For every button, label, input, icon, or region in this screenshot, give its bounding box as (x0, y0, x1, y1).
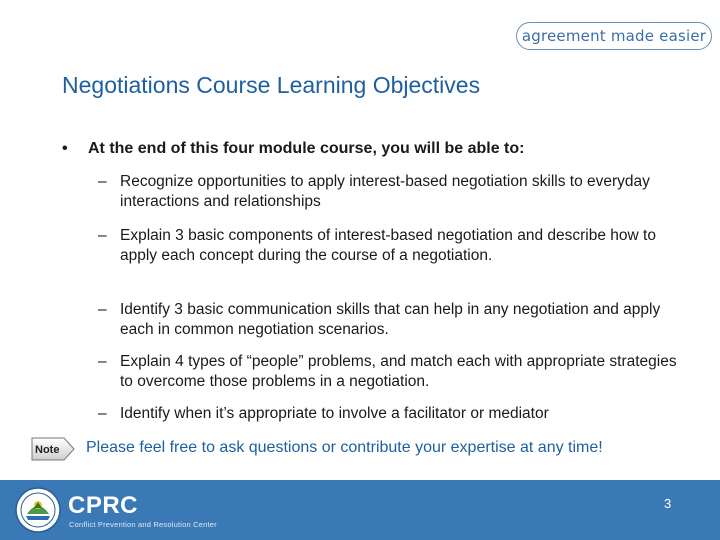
objective-text: Explain 4 types of “people” problems, and match each with appropriate strategies to overcome those problems in a negotiation. (120, 353, 677, 390)
objective-item (98, 172, 678, 212)
agency-seal-icon (14, 486, 62, 534)
objective-item (98, 226, 678, 266)
objective-item (98, 300, 678, 340)
dash-marker: – (98, 353, 107, 370)
tagline-text: agreement made easier (521, 27, 707, 45)
objective-text: Recognize opportunities to apply interest-based negotiation skills to everyday interactions and relationships (120, 173, 650, 210)
brand-logo-text: CPRC (68, 492, 139, 519)
objective-item (98, 404, 678, 424)
objective-text: Explain 3 basic components of interest-based negotiation and describe how to apply each concept during the course of a negotiation. (120, 227, 656, 264)
main-bullet-text: At the end of this four module course, you will be able to: (88, 140, 525, 157)
objective-text: Identify when it’s appropriate to involve a facilitator or mediator (120, 405, 549, 422)
objective-item (98, 352, 678, 392)
dash-marker: – (98, 405, 107, 422)
objective-text: Identify 3 basic communication skills that can help in any negotiation and apply each in common negotiation scenarios. (120, 301, 661, 338)
dash-marker: – (98, 301, 107, 318)
page-number: 3 (664, 496, 672, 511)
slide-title: Negotiations Course Learning Objectives (62, 72, 481, 98)
dash-marker: – (98, 227, 107, 244)
note-text: Please feel free to ask questions or contribute your expertise at any time! (86, 439, 603, 456)
note-label: Note (35, 444, 60, 456)
dash-marker: – (98, 173, 107, 190)
main-bullet (62, 140, 702, 158)
bullet-marker: • (62, 140, 68, 157)
note-arrow-icon (30, 434, 76, 464)
tagline-badge (516, 22, 712, 50)
brand-subtitle: Conflict Prevention and Resolution Center (69, 520, 217, 529)
